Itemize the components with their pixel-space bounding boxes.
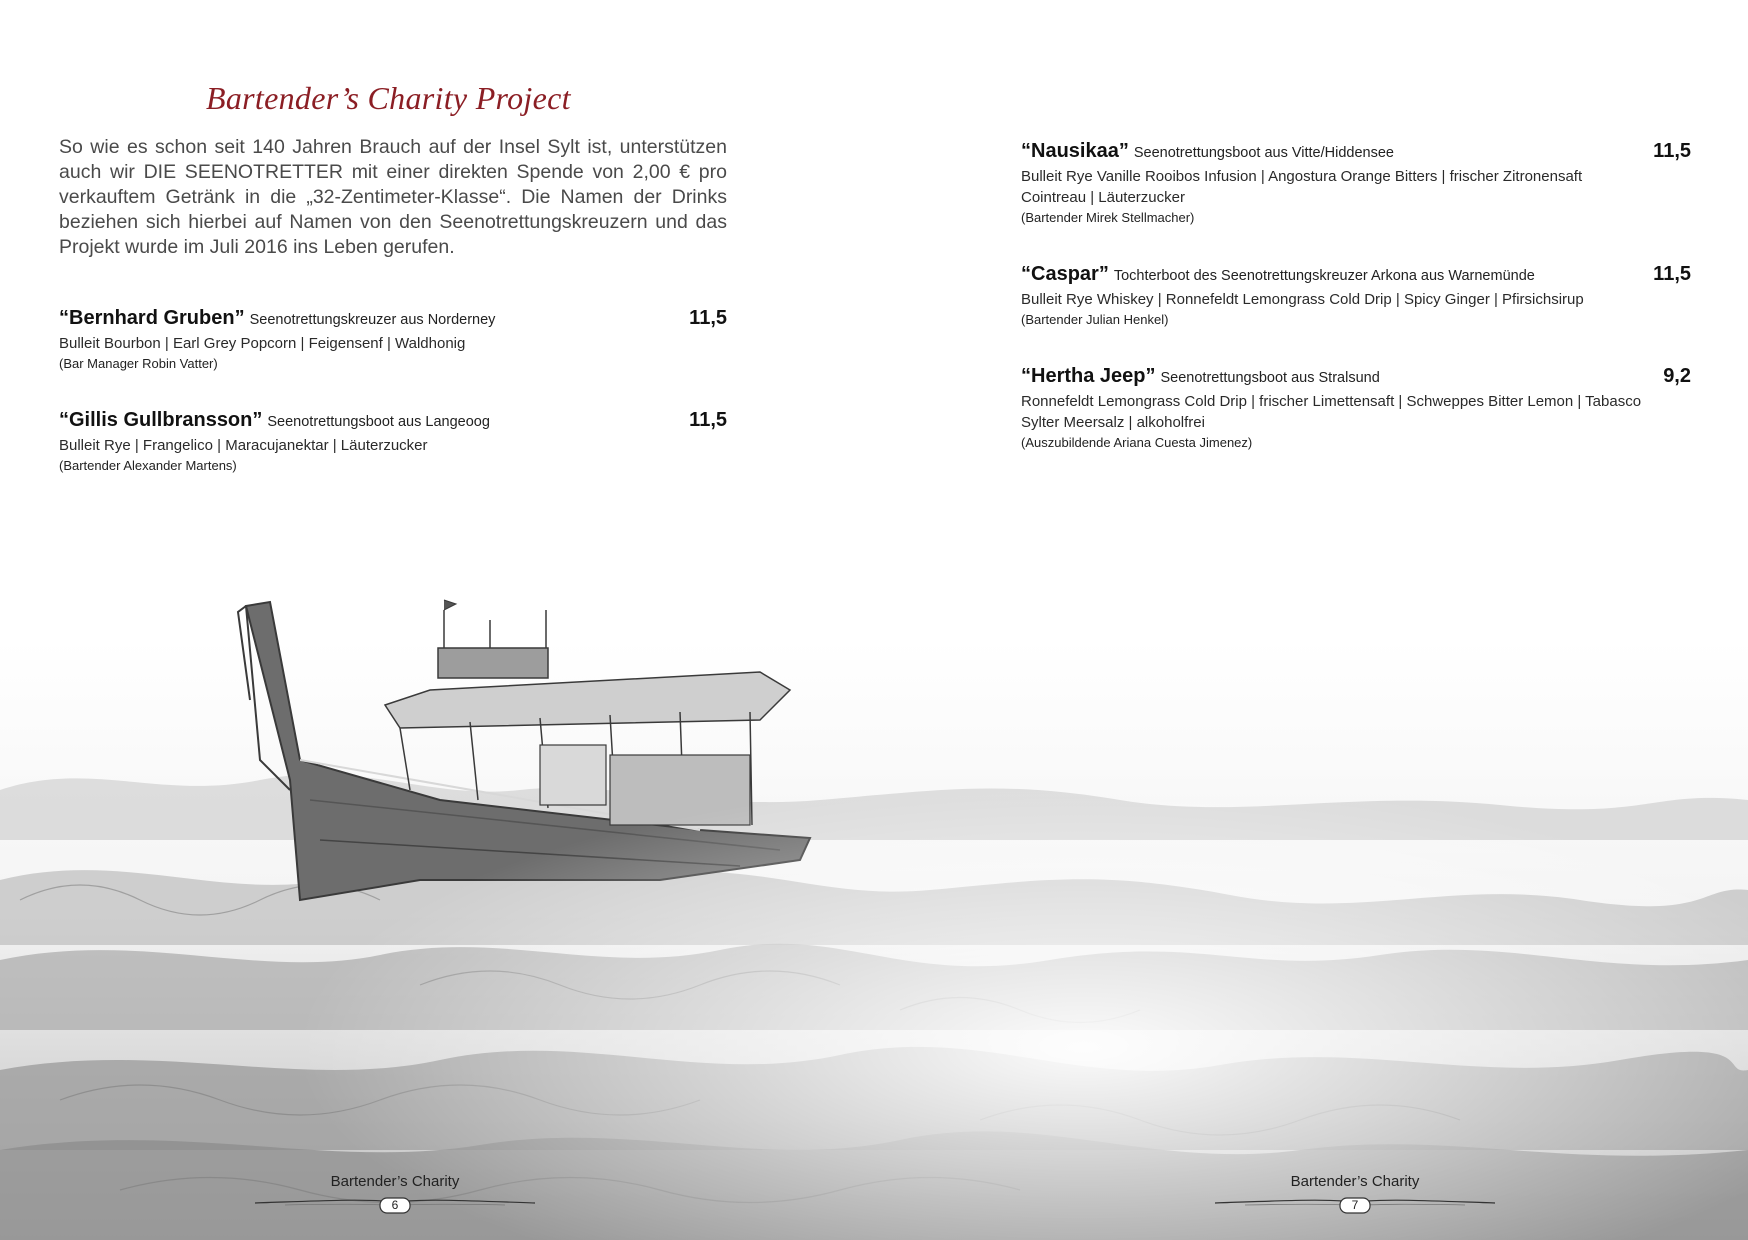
drink-price: 11,5 bbox=[689, 307, 727, 329]
drink-type: Seenotrettungsboot aus Langeoog bbox=[267, 414, 490, 430]
page-footer-left bbox=[255, 1171, 535, 1221]
page-footer-right bbox=[1215, 1171, 1495, 1221]
menu-item bbox=[1021, 138, 1691, 227]
drink-name: “Hertha Jeep” bbox=[1021, 365, 1156, 387]
drink-name: “Gillis Gullbransson” bbox=[59, 409, 263, 431]
page-number: 7 bbox=[1351, 1198, 1359, 1212]
menu-item bbox=[59, 407, 727, 475]
drink-ingredients: Cointreau | Läuterzucker bbox=[1021, 189, 1185, 206]
drink-price: 11,5 bbox=[689, 409, 727, 431]
page-number: 6 bbox=[391, 1198, 399, 1212]
menu-item bbox=[1021, 363, 1691, 452]
drink-name: “Bernhard Gruben” bbox=[59, 307, 245, 329]
drink-type: Seenotrettungskreuzer aus Norderney bbox=[249, 312, 496, 328]
drink-name: “Nausikaa” bbox=[1021, 140, 1129, 162]
drink-ingredients: Ronnefeldt Lemongrass Cold Drip | frischer Limettensaft | Schweppes Bitter Lemon | Tabasco bbox=[1021, 393, 1642, 410]
drink-ingredients: Bulleit Rye Whiskey | Ronnefeldt Lemongrass Cold Drip | Spicy Ginger | Pfirsichsirup bbox=[1021, 291, 1584, 308]
drink-type: Seenotrettungsboot aus Vitte/Hiddensee bbox=[1133, 145, 1394, 161]
drink-type: Tochterboot des Seenotrettungskreuzer Arkona aus Warnemünde bbox=[1113, 268, 1535, 284]
drink-credit: (Auszubildende Ariana Cuesta Jimenez) bbox=[1021, 435, 1253, 450]
drink-ingredients: Bulleit Bourbon | Earl Grey Popcorn | Feigensenf | Waldhonig bbox=[59, 335, 466, 352]
drink-credit: (Bartender Julian Henkel) bbox=[1021, 312, 1169, 327]
menu-item bbox=[59, 305, 727, 373]
drink-price: 11,5 bbox=[1653, 263, 1691, 285]
drink-ingredients: Bulleit Rye | Frangelico | Maracujanektar | Läuterzucker bbox=[59, 437, 428, 454]
footer-label: Bartender’s Charity bbox=[330, 1173, 460, 1190]
intro-paragraph: So wie es schon seit 140 Jahren Brauch auf der Insel Sylt ist, unterstützen auch wir DIE SEENOTRETTER mit einer direkten Spende von 2,00 € pro verkauftem Getränk in die „32-Zentimeter-Klasse“. Die Namen der Drinks beziehen sich hierbei auf Namen von den Seenotrettungskreuzern und das Projekt wurde im Juli 2016 ins Leben gerufen. bbox=[59, 136, 727, 258]
footer-label: Bartender’s Charity bbox=[1290, 1173, 1420, 1190]
drink-ingredients: Bulleit Rye Vanille Rooibos Infusion | Angostura Orange Bitters | frischer Zitronensaft bbox=[1021, 168, 1583, 185]
drink-price: 9,2 bbox=[1663, 365, 1691, 387]
drink-type: Seenotrettungsboot aus Stralsund bbox=[1160, 370, 1380, 386]
drink-credit: (Bartender Alexander Martens) bbox=[59, 458, 237, 473]
menu-column-left bbox=[59, 305, 727, 509]
menu-column-right bbox=[1021, 138, 1691, 486]
drink-ingredients: Sylter Meersalz | alkoholfrei bbox=[1021, 414, 1205, 431]
menu-item bbox=[1021, 261, 1691, 329]
drink-name: “Caspar” bbox=[1021, 263, 1109, 285]
drink-price: 11,5 bbox=[1653, 140, 1691, 162]
drink-credit: (Bartender Mirek Stellmacher) bbox=[1021, 210, 1195, 225]
page-title: Bartender’s Charity Project bbox=[206, 80, 571, 116]
drink-credit: (Bar Manager Robin Vatter) bbox=[59, 356, 218, 371]
